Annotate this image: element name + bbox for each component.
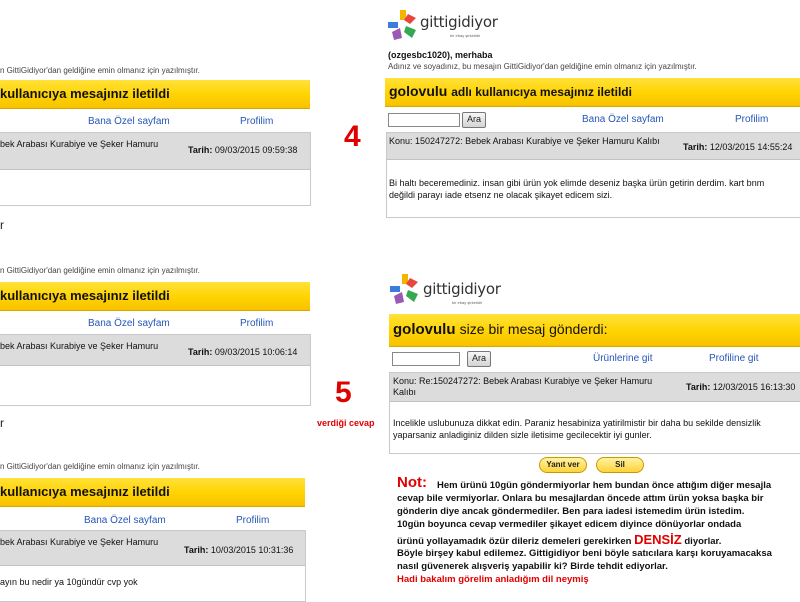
- note-line-4: 10gün boyunca cevap vermediler şikayet edicem diyince dönüyorlar ondada: [397, 519, 742, 530]
- message-date: 09/03/2015 10:06:14: [214, 347, 298, 357]
- message-date: 09/03/2015 09:59:38: [214, 145, 298, 155]
- reply-button[interactable]: Yanıt ver: [539, 457, 587, 473]
- note-line-5: [397, 534, 721, 548]
- greeting-fragment: r: [0, 218, 4, 232]
- message-box: [0, 334, 311, 406]
- message-box: [0, 132, 311, 206]
- step-number-4: 4: [344, 120, 361, 153]
- gittigidiyor-logo-icon: [386, 8, 420, 42]
- date-label: Tarih:: [188, 347, 213, 357]
- disclaimer-text: Adınız ve soyadınız, bu mesajın GittiGidiyor'dan geldiğine emin olmanız için yazılmıştır.: [388, 62, 697, 71]
- gittigidiyor-logo-icon: [388, 272, 422, 306]
- message-box: [389, 372, 800, 454]
- profile-link[interactable]: Profilim: [240, 318, 274, 329]
- message-subject: bek Arabası Kurabiye ve Şeker Hamuru: [0, 139, 159, 149]
- step-label: verdiği cevap: [317, 418, 375, 428]
- step-number-5: 5: [335, 376, 352, 409]
- logo-tagline: bir ebay şirketidir: [450, 33, 481, 38]
- delete-button[interactable]: Sil: [596, 457, 644, 473]
- logo-tagline: bir ebay şirketidir: [452, 300, 483, 305]
- message-header: [390, 373, 800, 402]
- banner-username: golovulu: [389, 83, 448, 99]
- note-line-5a: ürünü yollayamadık özür dileriz demeleri gerekirken: [397, 536, 632, 547]
- note-line-1: Hem ürünü 10gün göndermiyorlar hem bundan önce attığım diğer mesajla: [437, 480, 772, 491]
- sent-banner: [385, 78, 800, 107]
- disclaimer-text: n GittiGidiyor'dan geldiğine emin olmanız için yazılmıştır.: [0, 462, 200, 471]
- profile-link[interactable]: Profilim: [240, 116, 274, 127]
- message-received-banner: [389, 314, 800, 347]
- search-button[interactable]: Ara: [462, 112, 486, 128]
- banner-title: size bir mesaj gönderdi:: [459, 321, 608, 337]
- banner-title: kullanıcıya mesajınız iletildi: [0, 86, 170, 101]
- search-input[interactable]: [388, 113, 460, 127]
- message-body: Bi haltı beceremediniz. insan gibi ürün yok elimde deseniz başka ürün getirin derdim. kart bnm değildi parayı iade etsenz ne olacak şikayet edicem sizi.: [389, 178, 765, 200]
- home-link[interactable]: Bana Özel sayfam: [582, 114, 664, 125]
- banner-title: adlı kullanıcıya mesajınız iletildi: [451, 85, 632, 99]
- message-date: 12/03/2015 16:13:30: [712, 382, 796, 392]
- home-link[interactable]: Bana Özel sayfam: [88, 318, 170, 329]
- search-button[interactable]: Ara: [467, 351, 491, 367]
- message-subject: bek Arabası Kurabiye ve Şeker Hamuru: [0, 537, 159, 547]
- note-line-6: Böyle birşey kabul edilemez. Gittigidiyor beni böyle satıcılara karşı koruyamacaksa: [397, 548, 772, 559]
- message-header: [0, 531, 305, 566]
- message-date: 10/03/2015 10:31:36: [210, 545, 294, 555]
- densiz-word: DENSİZ: [634, 532, 682, 547]
- message-body: ayın bu nedir ya 10gündür cvp yok: [0, 577, 138, 587]
- message-header: [0, 133, 310, 170]
- logo-wordmark: gittigidiyor: [420, 13, 498, 31]
- note-line-3: gönderin diye ancak göndermediler. Ben para iadesi istemedim ürün istedim.: [397, 506, 745, 517]
- message-body: Incelikle uslubunuza dikkat edin. Paraniz hesabiniza yatirilmistir bir daha bu sekilde densizlik yaparsaniz anladiginiz dilden sizle iletisime gecilecektir iyi gunler.: [393, 418, 761, 440]
- date-label: Tarih:: [686, 382, 711, 392]
- profile-link[interactable]: Profiline git: [709, 353, 759, 364]
- message-subject: Konu: 150247272: Bebek Arabası Kurabiye ve Şeker Hamuru Kalıbı: [389, 136, 660, 146]
- search-input[interactable]: [392, 352, 460, 366]
- sent-banner: [0, 80, 310, 109]
- note-line-8: Hadi bakalım görelim anladığım dil neymiş: [397, 574, 589, 585]
- disclaimer-text: n GittiGidiyor'dan geldiğine emin olmanız için yazılmıştır.: [0, 266, 200, 275]
- banner-title: kullanıcıya mesajınız iletildi: [0, 288, 170, 303]
- banner-title: kullanıcıya mesajınız iletildi: [0, 484, 170, 499]
- note-line-5b: diyorlar.: [684, 536, 722, 547]
- banner-username: golovulu: [393, 321, 456, 338]
- sent-banner: [0, 478, 305, 507]
- note-label: Not:: [397, 474, 427, 491]
- message-box: [0, 530, 306, 602]
- message-subject: bek Arabası Kurabiye ve Şeker Hamuru: [0, 341, 159, 351]
- message-header: [387, 133, 800, 160]
- home-link[interactable]: Bana Özel sayfam: [84, 515, 166, 526]
- products-link[interactable]: Ürünlerine git: [593, 353, 653, 364]
- date-label: Tarih:: [683, 142, 708, 152]
- message-date: 12/03/2015 14:55:24: [709, 142, 793, 152]
- note-line-2: cevap bile vermiyorlar. Onlara bu mesajlardan öncede attım ürün yoksa başka bir: [397, 493, 764, 504]
- disclaimer-text: n GittiGidiyor'dan geldiğine emin olmanız için yazılmıştır.: [0, 66, 200, 75]
- note-line-7: nasıl güvenerek alışveriş yapabilir ki? Birde tehdit ediyorlar.: [397, 561, 668, 572]
- greeting-fragment: r: [0, 416, 4, 430]
- greeting: (ozgesbc1020), merhaba: [388, 50, 493, 60]
- date-label: Tarih:: [184, 545, 209, 555]
- message-header: [0, 335, 310, 366]
- date-label: Tarih:: [188, 145, 213, 155]
- sent-banner: [0, 282, 310, 311]
- logo-wordmark: gittigidiyor: [423, 280, 501, 298]
- message-box: [386, 132, 800, 218]
- profile-link[interactable]: Profilim: [735, 114, 769, 125]
- home-link[interactable]: Bana Özel sayfam: [88, 116, 170, 127]
- profile-link[interactable]: Profilim: [236, 515, 270, 526]
- message-subject: Konu: Re:150247272: Bebek Arabası Kurabiye ve Şeker Hamuru Kalıbı: [393, 376, 653, 397]
